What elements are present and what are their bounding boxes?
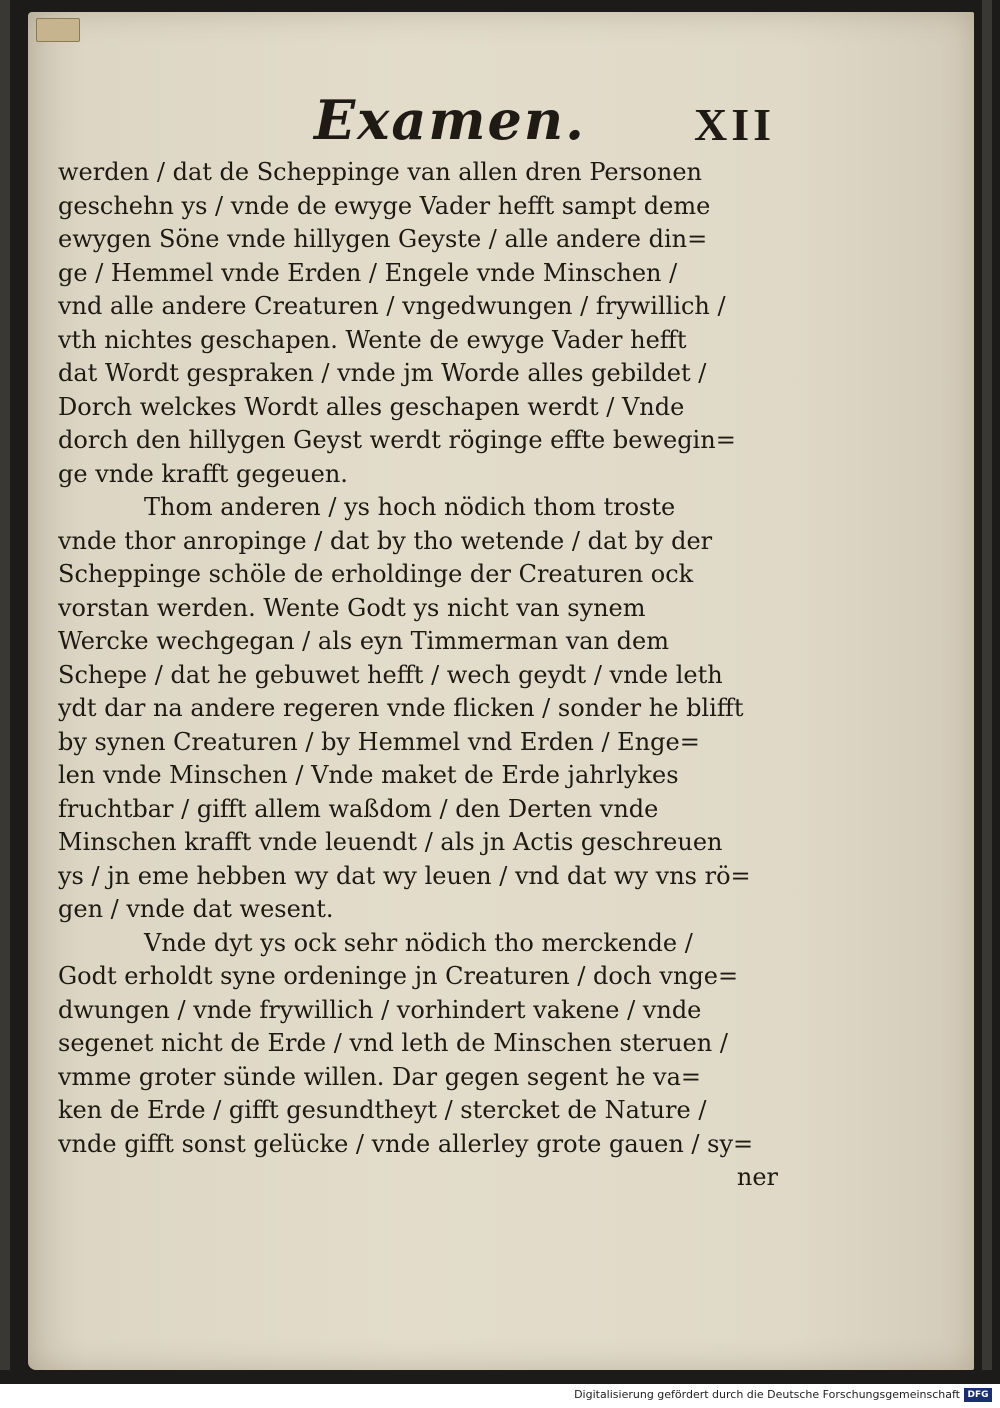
- text-line: vth nichtes geschapen. Wente de ewyge Vader hefft: [58, 325, 687, 354]
- digitization-footer: [0, 1384, 1000, 1408]
- catchword: ner: [736, 1163, 778, 1191]
- text-line: geschehn ys / vnde de ewyge Vader hefft sampt deme: [58, 191, 711, 220]
- text-line: dwungen / vnde frywillich / vorhindert vakene / vnde: [58, 995, 702, 1024]
- text-line: ys / jn eme hebben wy dat wy leuen / vnd dat wy vns rö=: [58, 861, 751, 890]
- text-line: Scheppinge schöle de erholdinge der Creaturen ock: [58, 560, 694, 588]
- text-line: ge vnde krafft gegeuen.: [58, 459, 348, 488]
- text-line: dorch den hillygen Geyst werdt röginge effte bewegin=: [58, 426, 736, 454]
- text-line: vnde thor anropinge / dat by tho wetende / dat by der: [58, 526, 713, 555]
- text-line: dat Wordt gespraken / vnde jm Worde alles gebildet /: [58, 359, 707, 387]
- running-title: Examen.: [314, 88, 586, 152]
- text-line: segenet nicht de Erde / vnd leth de Minschen steruen /: [58, 1029, 728, 1057]
- text-line: werden / dat de Scheppinge van allen dren Personen: [58, 158, 702, 186]
- right-page-edge: [982, 0, 992, 1370]
- text-line: Minschen krafft vnde leuendt / als jn Actis geschreuen: [58, 828, 723, 856]
- text-line: gen / vnde dat wesent.: [58, 895, 334, 923]
- book-page: [28, 12, 974, 1370]
- left-page-edge: [0, 0, 10, 1370]
- text-line: Schepe / dat he gebuwet hefft / wech geydt / vnde leth: [58, 660, 723, 689]
- folio-number: XII: [694, 99, 776, 150]
- text-line: Wercke wechgegan / als eyn Timmerman van dem: [58, 627, 669, 655]
- text-line: fruchtbar / gifft allem waßdom / den Derten vnde: [58, 794, 659, 823]
- funding-credit: Digitalisierung gefördert durch die Deutsche Forschungsgemeinschaft: [574, 1388, 960, 1401]
- text-line: vnde gifft sonst gelücke / vnde allerley grote gauen / sy=: [58, 1129, 754, 1158]
- text-line: ge / Hemmel vnde Erden / Engele vnde Minschen /: [58, 258, 678, 287]
- text-line: Dorch welckes Wordt alles geschapen werdt / Vnde: [58, 392, 685, 421]
- text-line: len vnde Minschen / Vnde maket de Erde jahrlykes: [58, 761, 679, 789]
- text-line: vmme groter sünde willen. Dar gegen segent he va=: [58, 1062, 702, 1091]
- paragraph-start-line: Vnde dyt ys ock sehr nödich tho merckende /: [144, 928, 693, 957]
- body-text: [58, 156, 778, 1195]
- text-line: vorstan werden. Wente Godt ys nicht van synem: [58, 593, 646, 622]
- text-line: ken de Erde / gifft gesundtheyt / stercket de Nature /: [58, 1096, 707, 1124]
- paragraph-start-line: Thom anderen / ys hoch nödich thom troste: [144, 493, 676, 521]
- text-line: by synen Creaturen / by Hemmel vnd Erden / Enge=: [58, 727, 700, 756]
- text-line: Godt erholdt syne ordeninge jn Creaturen / doch vnge=: [58, 962, 739, 990]
- text-line: ydt dar na andere regeren vnde flicken / sonder he blifft: [58, 694, 744, 722]
- dfg-logo: DFG: [964, 1388, 992, 1402]
- text-line: vnd alle andere Creaturen / vngedwungen / frywillich /: [58, 292, 726, 320]
- color-tab-marker: [36, 18, 80, 42]
- text-line: ewygen Söne vnde hillygen Geyste / alle andere din=: [58, 225, 708, 253]
